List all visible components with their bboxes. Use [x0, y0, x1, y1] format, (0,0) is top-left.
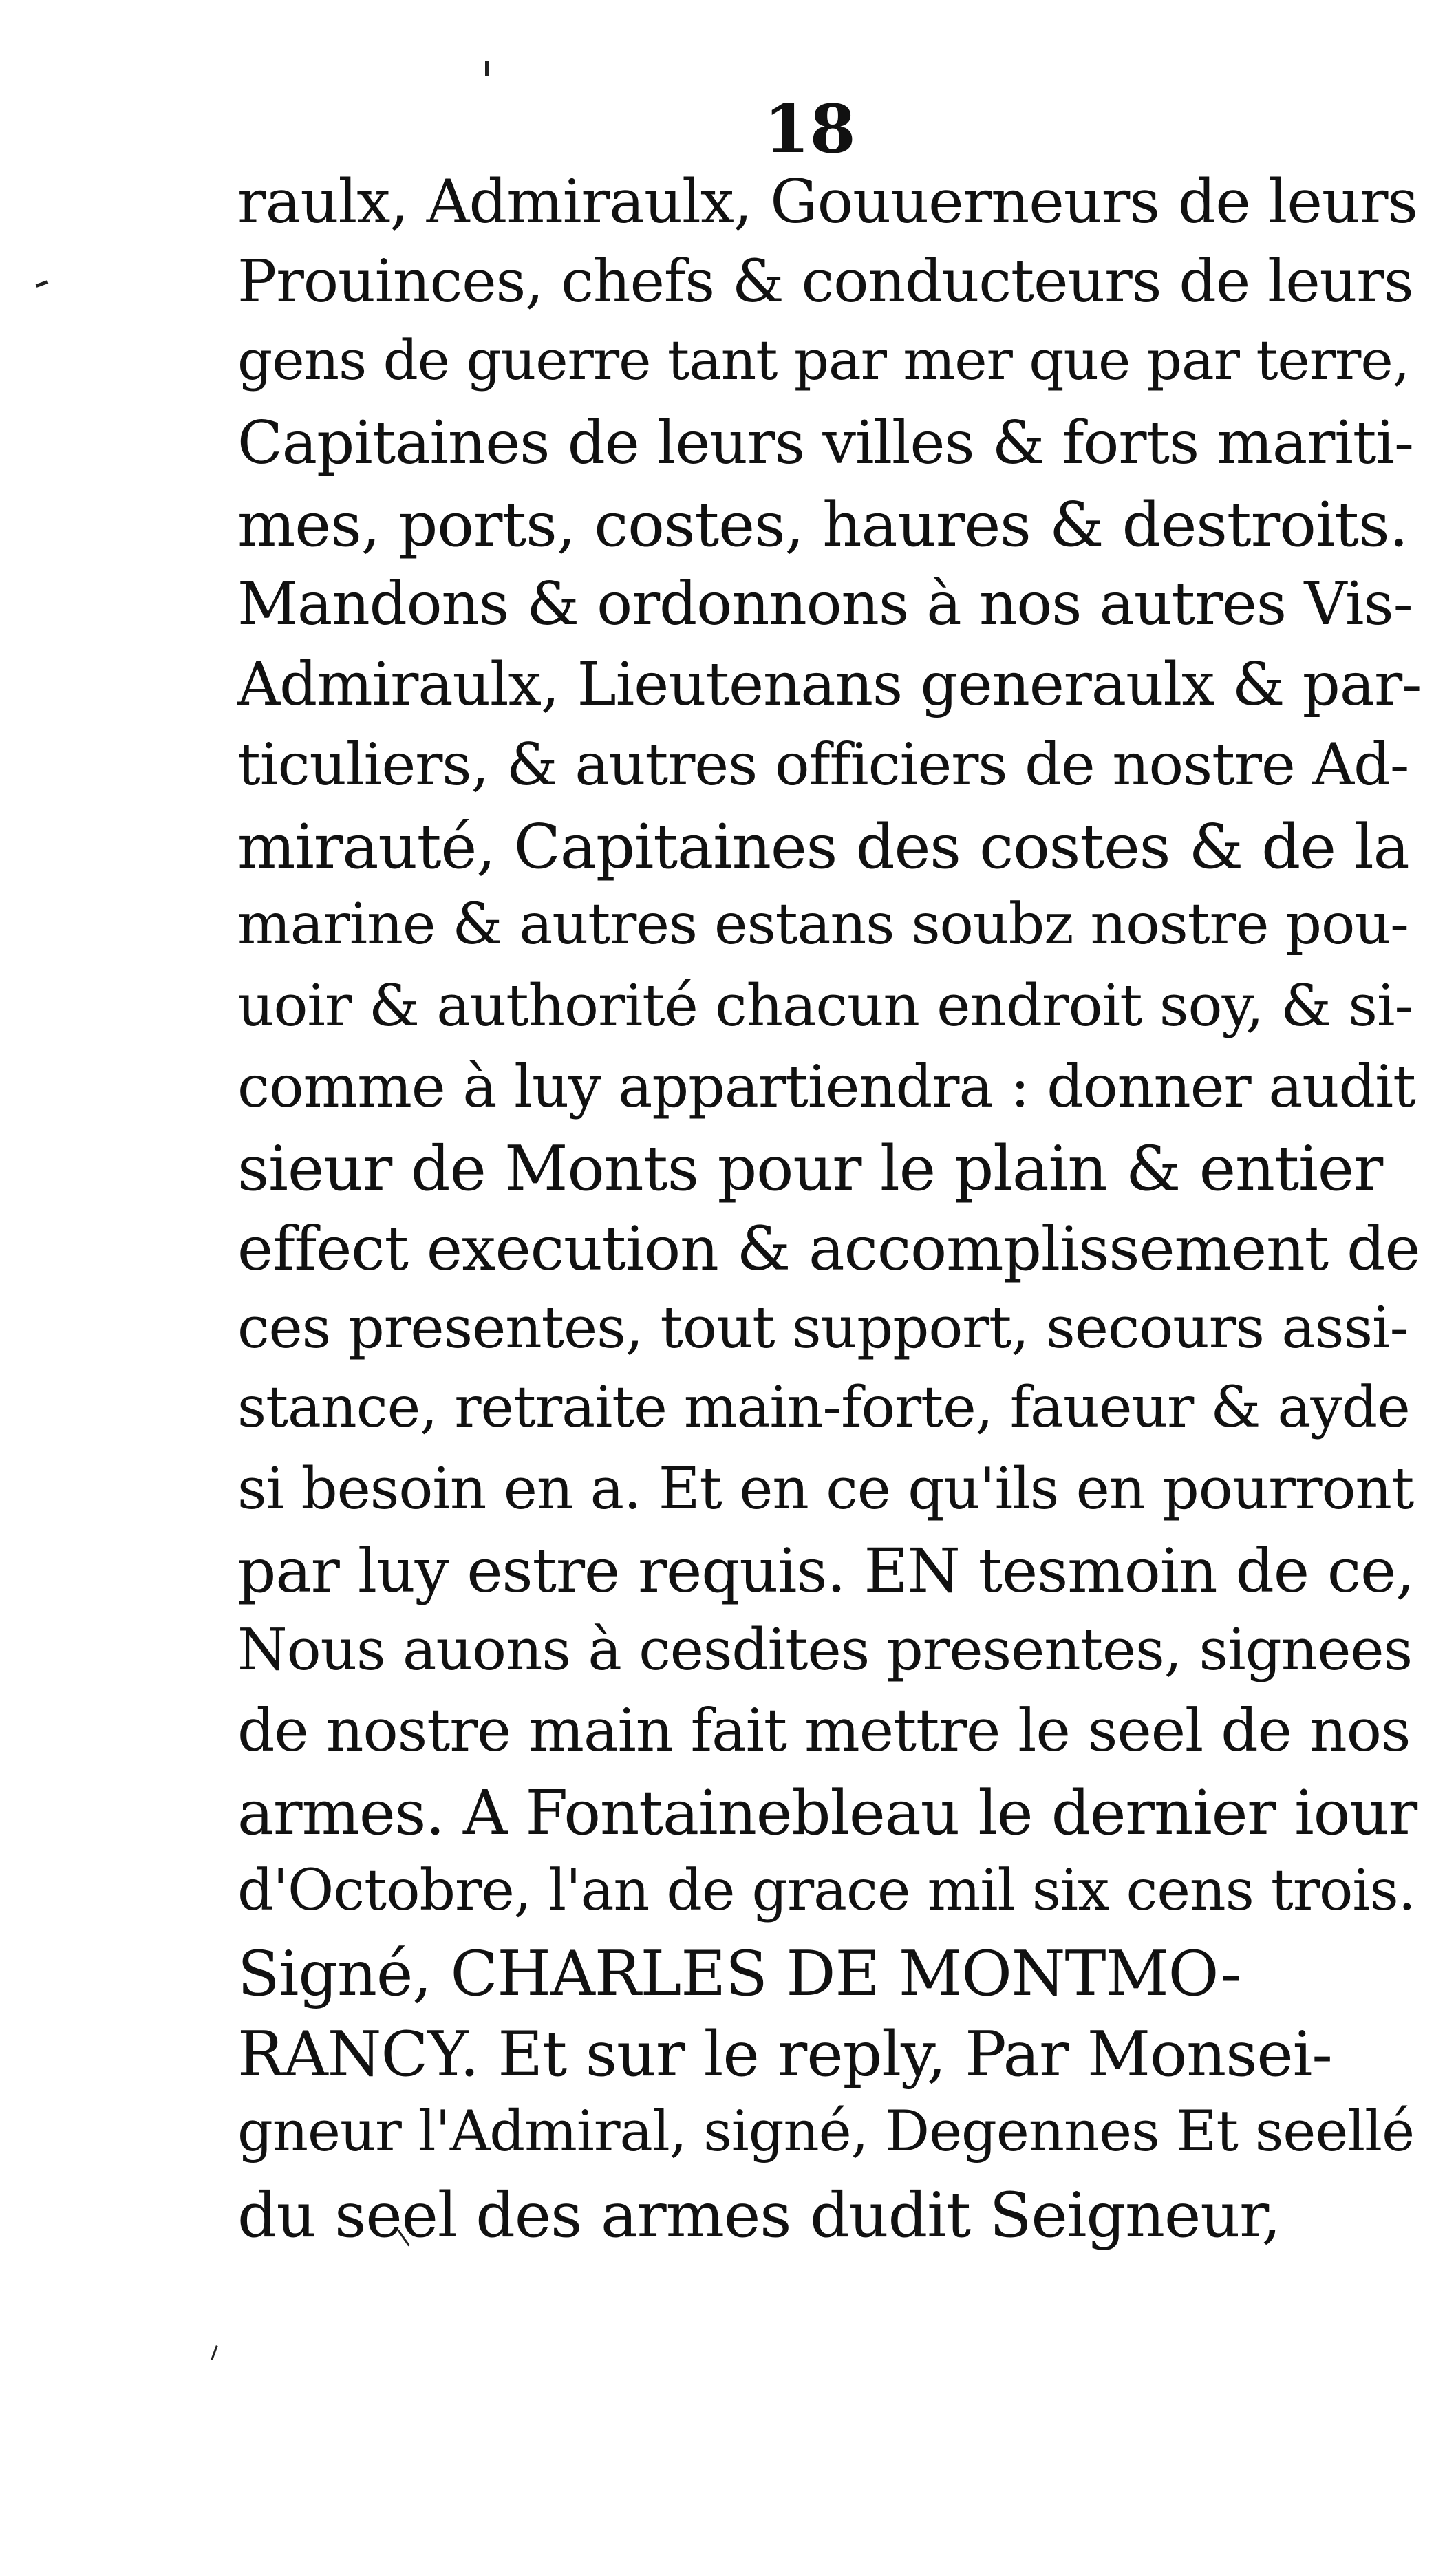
text-line: de nostre main fait mettre le seel de nos [237, 1697, 1411, 1765]
text-line: par luy estre requis. EN tesmoin de ce, [237, 1535, 1415, 1606]
text-line: RANCY. Et sur le reply, Par Monsei- [237, 2018, 1332, 2091]
text-line: stance, retraite main-forte, faueur & ayde [237, 1375, 1410, 1440]
text-line: mes, ports, costes, haures & destroits. [237, 489, 1409, 560]
text-line: d'Octobre, l'an de grace mil six cens trois. [237, 1858, 1415, 1923]
text-line: comme à luy appartiendra : donner audit [237, 1053, 1415, 1120]
stray-ink-mark [211, 2345, 217, 2360]
text-line: Signé, CHARLES DE MONTMO- [237, 1938, 1241, 2010]
text-line: armes. A Fontainebleau le dernier iour [237, 1777, 1417, 1848]
text-line: uoir & authorité chacun endroit soy, & si- [237, 972, 1413, 1039]
text-line: effect execution & accomplissement de [237, 1213, 1420, 1284]
text-line: Mandons & ordonnons à nos autres Vis- [237, 570, 1413, 639]
stray-ink-mark [36, 280, 49, 288]
text-line: Nous auons à cesdites presentes, signees [237, 1616, 1413, 1683]
text-line: Capitaines de leurs villes & forts mariti- [237, 409, 1414, 478]
page-number: 18 [764, 90, 856, 168]
text-line: gens de guerre tant par mer que par terre, [237, 328, 1410, 392]
text-line: sieur de Monts pour le plain & entier [237, 1133, 1383, 1205]
text-line: mirauté, Capitaines des costes & de la [237, 811, 1409, 882]
text-line: gneur l'Admiral, signé, Degennes Et seellé [237, 2100, 1415, 2164]
text-line: du seel des armes dudit Seigneur, [237, 2179, 1281, 2252]
stray-ink-mark [485, 61, 489, 76]
text-line: si besoin en a. Et en ce qu'ils en pourront [237, 1455, 1414, 1522]
text-line: Prouinces, chefs & conducteurs de leurs [237, 248, 1413, 316]
text-line: marine & autres estans soubz nostre pou- [237, 892, 1409, 957]
text-line: raulx, Admiraulx, Gouuerneurs de leurs [237, 167, 1418, 237]
text-line: ticuliers, & autres officiers de nostre Ad- [237, 731, 1409, 798]
text-line: Admiraulx, Lieutenans generaulx & par- [237, 650, 1422, 719]
text-line: ces presentes, tout support, secours assi- [237, 1294, 1409, 1361]
